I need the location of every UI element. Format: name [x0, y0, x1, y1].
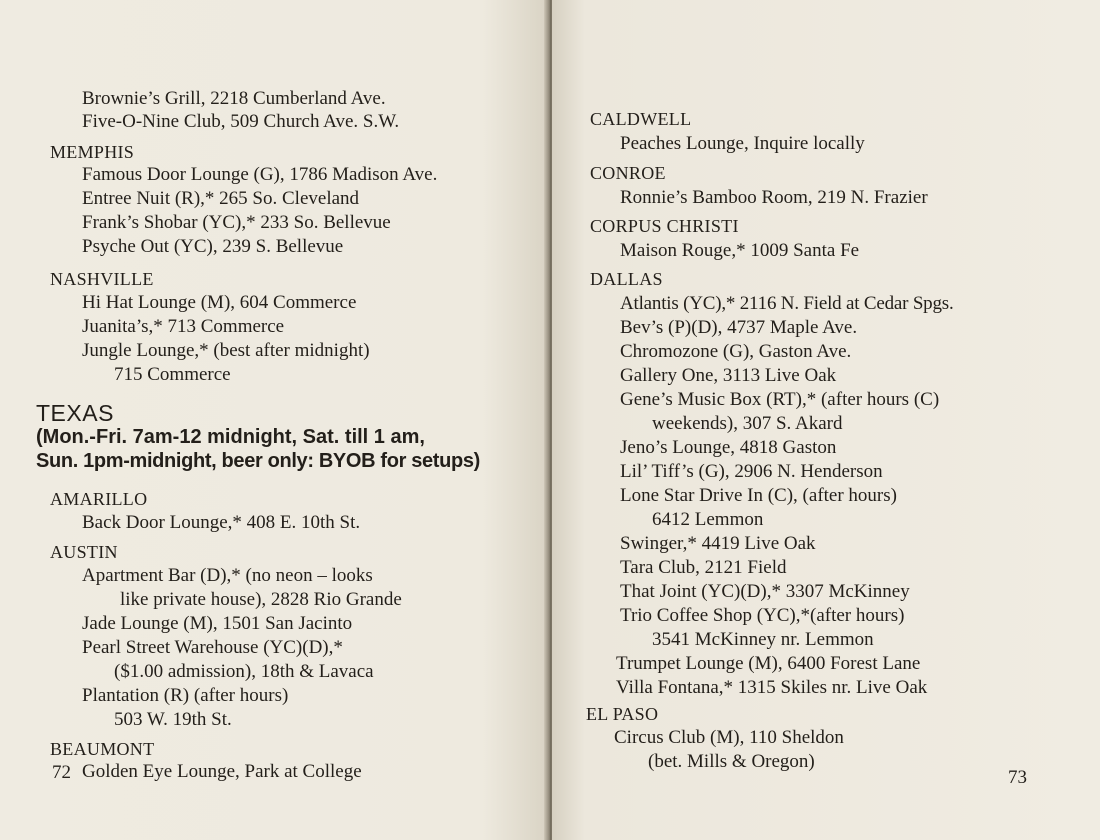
listing-line: (bet. Mills & Oregon)	[648, 751, 815, 772]
listing-line: ($1.00 admission), 18th & Lavaca	[114, 661, 374, 682]
listing-line: 503 W. 19th St.	[114, 709, 232, 730]
listing-line: Maison Rouge,* 1009 Santa Fe	[620, 240, 860, 261]
listing-line: Lone Star Drive In (C), (after hours)	[620, 485, 897, 506]
listing-line: Swinger,* 4419 Live Oak	[620, 533, 816, 554]
listing-line: That Joint (YC)(D),* 3307 McKinney	[620, 581, 910, 602]
listing-line: Ronnie’s Bamboo Room, 219 N. Frazier	[620, 187, 928, 208]
listing-line: 6412 Lemmon	[652, 509, 764, 530]
right-page	[552, 0, 1100, 840]
listing-line: Golden Eye Lounge, Park at College	[82, 761, 362, 782]
listing-line: Jungle Lounge,* (best after midnight)	[82, 340, 370, 361]
listing-line: Gene’s Music Box (RT),* (after hours (C)	[620, 389, 940, 410]
listing-line: Jeno’s Lounge, 4818 Gaston	[620, 437, 837, 458]
left-page	[0, 0, 548, 840]
state-heading-hours: Sun. 1pm-midnight, beer only: BYOB for setups)	[36, 450, 480, 472]
listing-line: Entree Nuit (R),* 265 So. Cleveland	[82, 188, 360, 209]
page-number: 73	[1008, 767, 1027, 788]
listing-line: Tara Club, 2121 Field	[620, 557, 787, 578]
city-heading: MEMPHIS	[50, 142, 135, 162]
listing-line: Five-O-Nine Club, 509 Church Ave. S.W.	[82, 111, 400, 132]
listing-line: Lil’ Tiff’s (G), 2906 N. Henderson	[620, 461, 883, 482]
listing-line: Frank’s Shobar (YC),* 233 So. Bellevue	[82, 212, 391, 233]
listing-line: 715 Commerce	[114, 364, 231, 385]
listing-line: Bev’s (P)(D), 4737 Maple Ave.	[620, 317, 858, 338]
listing-line: Back Door Lounge,* 408 E. 10th St.	[82, 512, 361, 533]
city-heading: AUSTIN	[50, 542, 118, 562]
listing-line: Jade Lounge (M), 1501 San Jacinto	[82, 613, 353, 634]
state-heading-hours: (Mon.-Fri. 7am-12 midnight, Sat. till 1 am,	[36, 426, 425, 448]
listing-line: Juanita’s,* 713 Commerce	[82, 316, 285, 337]
listing-line: Circus Club (M), 110 Sheldon	[614, 727, 844, 748]
listing-line: Peaches Lounge, Inquire locally	[620, 133, 865, 154]
city-heading: DALLAS	[590, 269, 663, 289]
listing-line: Atlantis (YC),* 2116 N. Field at Cedar Spgs.	[620, 293, 954, 314]
listing-line: Gallery One, 3113 Live Oak	[620, 365, 837, 386]
state-heading-title: TEXAS	[36, 400, 114, 426]
city-heading: AMARILLO	[50, 489, 148, 509]
listing-line: Brownie’s Grill, 2218 Cumberland Ave.	[82, 88, 386, 109]
city-heading: CONROE	[590, 163, 666, 183]
city-heading: NASHVILLE	[50, 269, 154, 289]
city-heading: BEAUMONT	[50, 739, 155, 759]
listing-line: Chromozone (G), Gaston Ave.	[620, 341, 852, 362]
listing-line: Hi Hat Lounge (M), 604 Commerce	[82, 292, 357, 313]
city-heading: EL PASO	[586, 704, 659, 724]
listing-line: Plantation (R) (after hours)	[82, 685, 289, 706]
city-heading: CALDWELL	[590, 109, 692, 129]
listing-line: 3541 McKinney nr. Lemmon	[652, 629, 874, 650]
listing-line: Psyche Out (YC), 239 S. Bellevue	[82, 236, 344, 257]
listing-line: Trio Coffee Shop (YC),*(after hours)	[620, 605, 905, 626]
listing-line: Trumpet Lounge (M), 6400 Forest Lane	[616, 653, 921, 674]
page-number: 72	[52, 762, 71, 783]
listing-line: Villa Fontana,* 1315 Skiles nr. Live Oak	[616, 677, 928, 698]
listing-line: Famous Door Lounge (G), 1786 Madison Ave.	[82, 164, 438, 185]
listing-line: weekends), 307 S. Akard	[652, 413, 843, 434]
city-heading: CORPUS CHRISTI	[590, 216, 739, 236]
listing-line: like private house), 2828 Rio Grande	[120, 589, 402, 610]
listing-line: Apartment Bar (D),* (no neon – looks	[82, 565, 373, 586]
listing-line: Pearl Street Warehouse (YC)(D),*	[82, 637, 343, 658]
